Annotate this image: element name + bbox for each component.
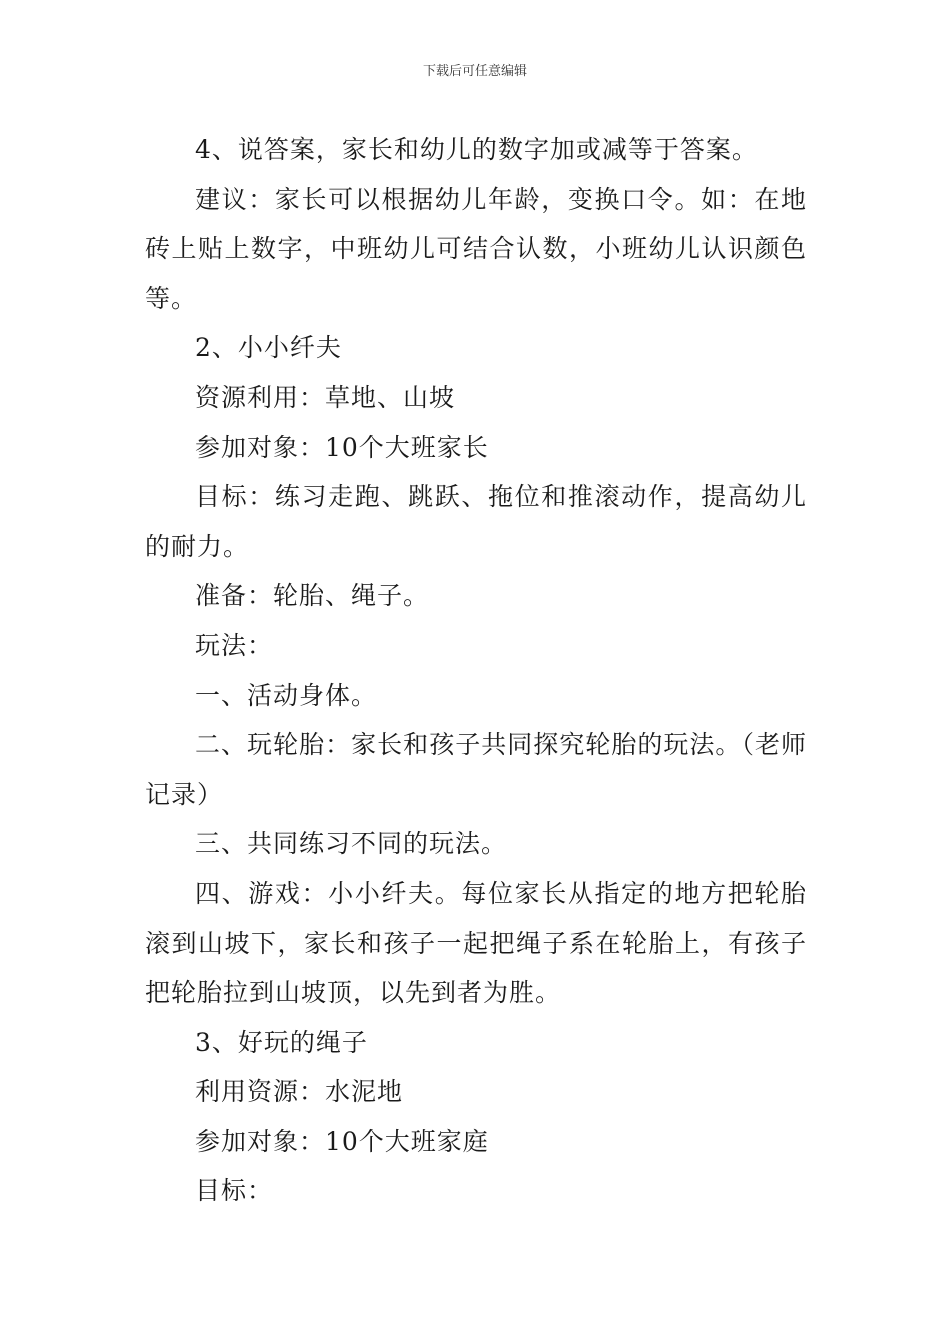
paragraph: 准备：轮胎、绳子。 bbox=[195, 581, 430, 611]
section-heading: 2、小小纤夫 bbox=[195, 333, 342, 363]
paragraph: 4、说答案，家长和幼儿的数字加或减等于答案。 bbox=[195, 135, 758, 164]
paragraph: 资源利用：草地、山坡 bbox=[195, 382, 456, 412]
paragraph: 目标： bbox=[195, 1176, 274, 1206]
paragraph: 三、共同练习不同的玩法。 bbox=[195, 829, 508, 859]
paragraph: 一、活动身体。 bbox=[195, 680, 378, 710]
paragraph: 利用资源：水泥地 bbox=[195, 1077, 404, 1107]
section-heading: 3、好玩的绳子 bbox=[195, 1027, 368, 1057]
paragraph: 建议：家长可以根据幼儿年龄，变换口令。如：在地砖上贴上数字，中班幼儿可结合认数，小班幼儿认识颜色等。 bbox=[145, 184, 807, 313]
document-body bbox=[145, 125, 807, 1216]
paragraph: 四、游戏：小小纤夫。每位家长从指定的地方把轮胎滚到山坡下，家长和孩子一起把绳子系在轮胎上，有孩子把轮胎拉到山坡顶，以先到者为胜。 bbox=[145, 878, 807, 1008]
page-header: 下载后可任意编辑 bbox=[422, 64, 527, 79]
paragraph: 玩法： bbox=[195, 630, 274, 660]
paragraph: 参加对象：10个大班家长 bbox=[195, 432, 489, 462]
paragraph: 目标：练习走跑、跳跃、拖位和推滚动作，提高幼儿的耐力。 bbox=[145, 482, 807, 561]
paragraph: 二、玩轮胎：家长和孩子共同探究轮胎的玩法。（老师记录） bbox=[145, 730, 807, 809]
paragraph: 参加对象：10个大班家庭 bbox=[195, 1126, 489, 1156]
